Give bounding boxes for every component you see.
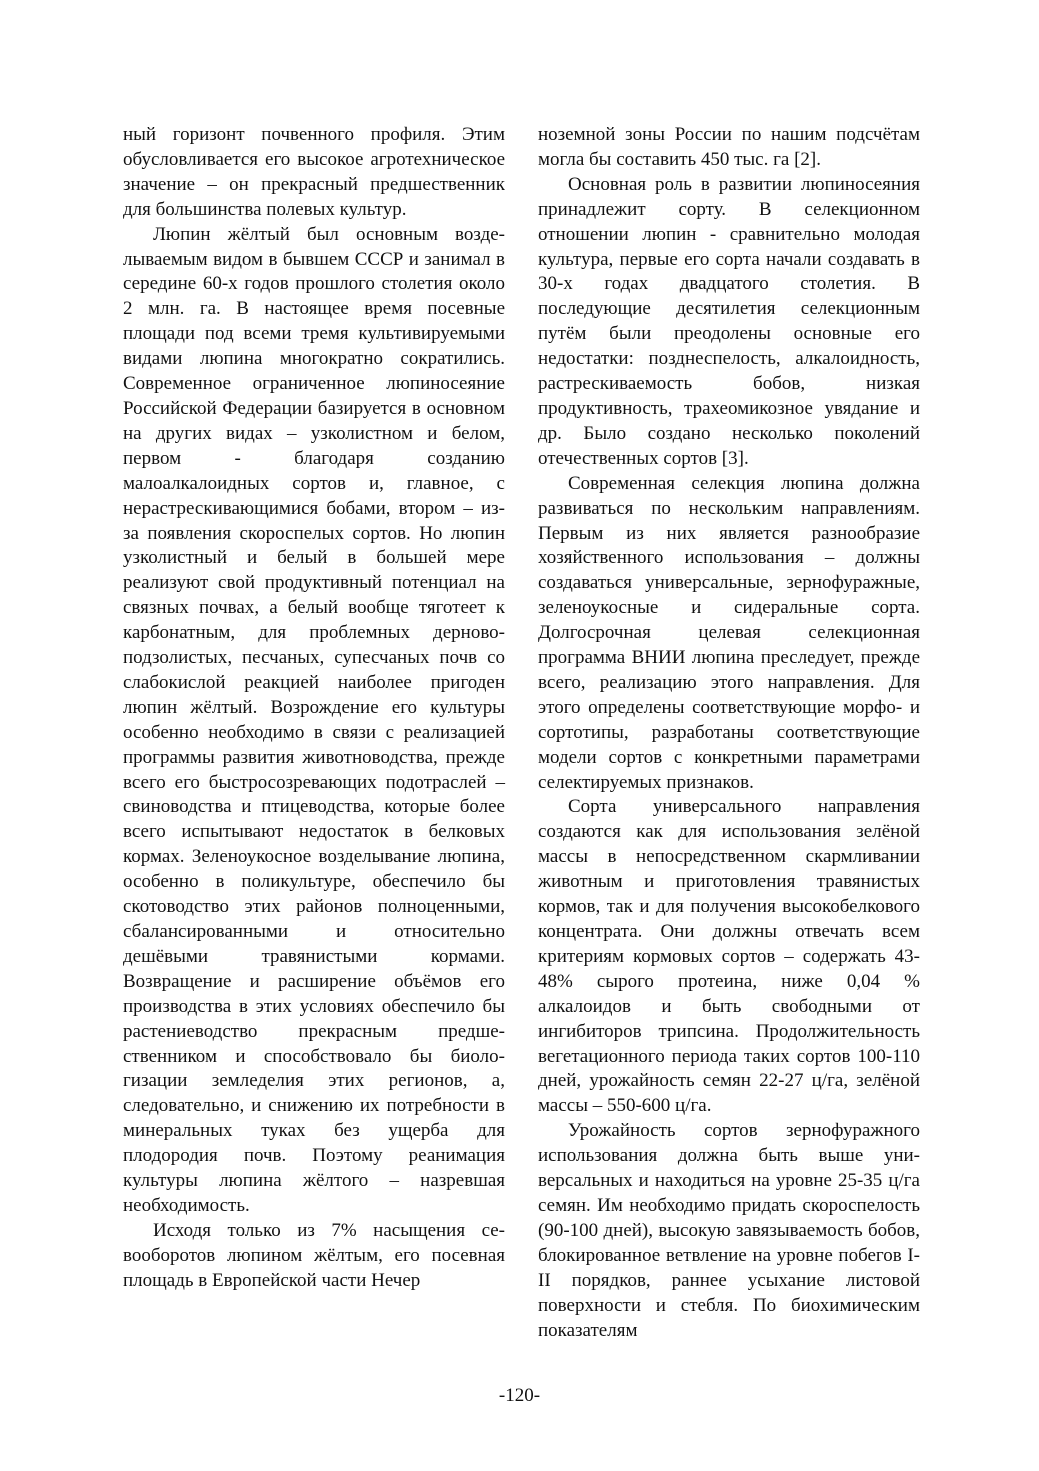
page-number: -120- bbox=[498, 1385, 541, 1406]
left-column bbox=[123, 123, 505, 1294]
paragraph: Сорта универсального направления создаются как для использования зелёной массы в непосредственном скармливании животным и приготовления травянистых кормов, так и для получения высокобелкового концентрата. Они должны отвечать всем критериям кормовых сортов – содержать 43-48% сырого протеина, ниже 0,04 % алкалоидов и быть свободными от ингибиторов трипсина. Продолжительность вегетационного периода таких сортов 100-110 дней, урожайность семян 22-27 ц/га, зелёной массы – 550-600 ц/га. bbox=[538, 796, 920, 1117]
paragraph: ный горизонт почвенного профиля. Этим обусловливается его высокое агротехническое значение – он прекрасный предшественник для большинства полевых культур. bbox=[123, 124, 505, 220]
paragraph: ноземной зоны России по нашим подсчётам могла бы составить 450 тыс. га [2]. bbox=[538, 124, 920, 170]
right-column bbox=[538, 123, 920, 1343]
paragraph: Современная селекция люпина должна развиваться по нескольким направлениям. Первым из них является разнообразие хозяйственного использования – должны создаваться универсальные, зернофуражные, зеленоукосные и сидеральные сорта. Долгосрочная целевая селекционная программа ВНИИ люпина преследует, прежде всего, реализацию этого направления. Для этого определены соответствующие морфо- и сортотипы, разработаны соответствующие модели сортов с конкретными параметрами селектируемых признаков. bbox=[538, 472, 920, 793]
paragraph: Люпин жёлтый был основным возделываемым видом в бывшем СССР и занимал в середине 60-х годов прошлого столетия около 2 млн. га. В настоящее время посевные площади под всеми тремя культивируемыми видами люпина многократно сократились. Современное ограниченное люпиносеяние Российской Федерации базируется в основном на других видах – узколистном и белом, первом - благодаря созданию малоалкалоидных сортов и, главное, с нерастрескивающимися бобами, втором – из-за появления скороспелых сортов. Но люпин узколистный и белый в большей мере реализуют свой продуктивный потенциал на связных почвах, а белый вообще тяготеет к карбонатным, для проблемных дерново-подзолистых, песчаных, супесчаных почв со слабокислой реакцией наиболее пригоден люпин жёлтый. Возрождение его культуры особенно необходимо в связи с реализацией программы развития животноводства, прежде всего его быстросозревающих подотраслей – свиноводства и птицеводства, которые более всего испытывают недостаток в белковых кормах. Зеленоукосное возделывание люпина, особенно в поликультуре, обеспечило бы скотоводство этих районов полноценными, сбалансированными и относительно дешёвыми травянистыми кормами. Возвращение и расширение объёмов его производства в этих условиях обеспечило бы растениеводство прекрасным предшественником и способствовало бы биологизации земледелия этих регионов, а, следовательно, и снижению их потребности в минеральных туках без ущерба для плодородия почв. Поэтому реанимация культуры люпина жёлтого – назревшая необходимость. bbox=[123, 223, 505, 1216]
paragraph: Урожайность сортов зернофуражного использования должна быть выше универсальных и находиться на уровне 25-35 ц/га семян. Им необходимо придать скороспелость (90-100 дней), высокую завязываемость бобов, блокированное ветвление на уровне побегов I-II порядков, раннее усыхание листовой поверхности и стебля. По биохимическим показателям bbox=[538, 1120, 920, 1341]
paragraph: Исходя только из 7% насыщения севооборотов люпином жёлтым, его посевная площадь в Европейской части Нечер bbox=[123, 1219, 505, 1291]
paragraph: Основная роль в развитии люпиносеяния принадлежит сорту. В селекционном отношении люпин - сравнительно молодая культура, первые его сорта начали создавать в 30-х годах двадцатого столетия. В последующие десятилетия селекционным путём были преодолены основные его недостатки: позднеспелость, алкалоидность, растрескиваемость бобов, низкая продуктивность, трахеомикозное увядание и др. Было создано несколько поколений отечественных сортов [3]. bbox=[538, 173, 920, 469]
